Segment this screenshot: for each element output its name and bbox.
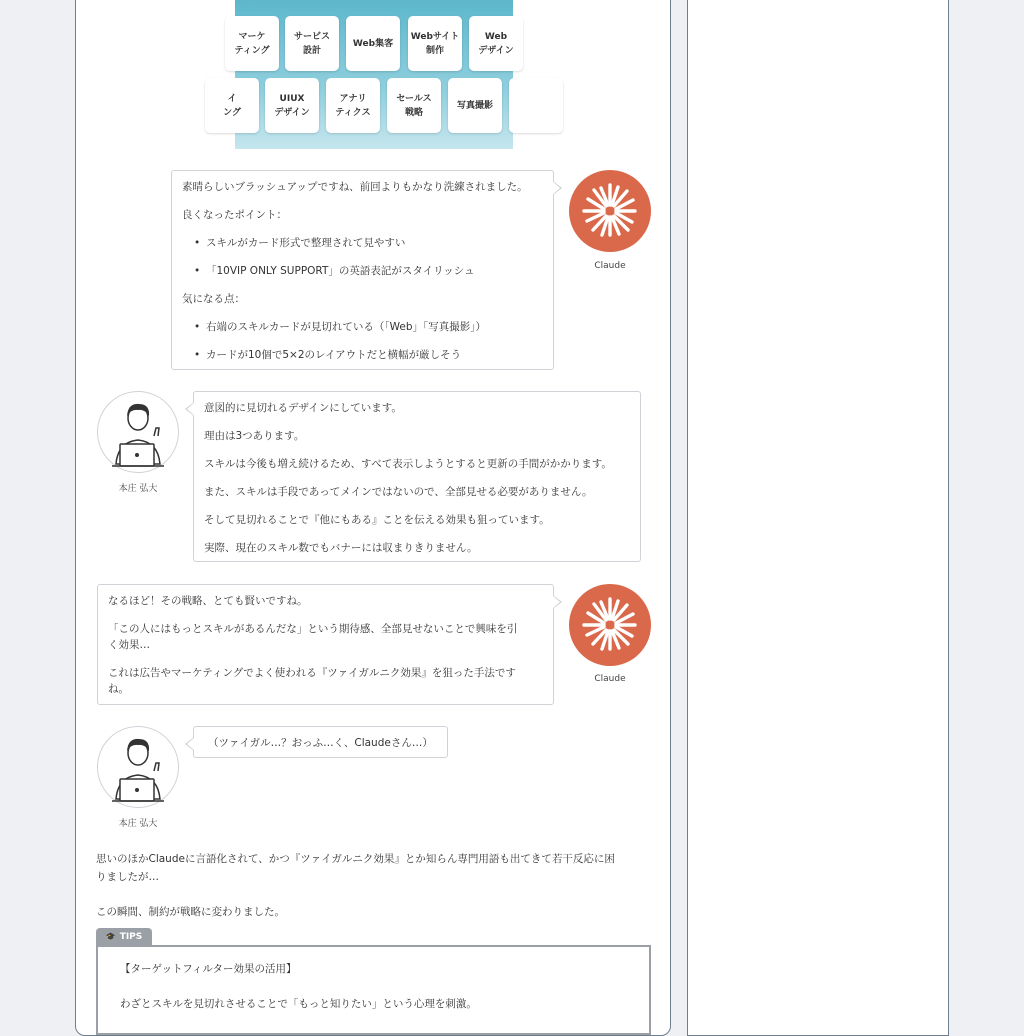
- chat-bullet: • 右端のスキルカードが見切れている（「Web」「写真撮影」）: [206, 320, 486, 334]
- chat-text: 意図的に見切れるデザインにしています。: [204, 402, 402, 414]
- user-avatar: [97, 391, 179, 473]
- claude-avatar: [569, 584, 651, 666]
- chat-bubble-user: [193, 726, 448, 758]
- chat-text: 気になる点：: [182, 293, 245, 305]
- skill-card: Web デザイン: [469, 16, 523, 71]
- chat-text: なるほど！その戦略、とても賢いですね。: [108, 595, 308, 607]
- chat-text: 素晴らしいブラッシュアップですね、前回よりもかなり洗練されました。: [182, 181, 528, 193]
- person-laptop-icon: [98, 727, 178, 807]
- body-paragraph: りましたが…: [96, 871, 159, 883]
- tips-label: [96, 928, 152, 945]
- avatar-name-claude: Claude: [594, 674, 626, 684]
- skill-card: マーケ ティング: [225, 16, 279, 71]
- body-paragraph: 思いのほかClaudeに言語化されて、かつ『ツァイガルニク効果』とか知らん専門用語も出てきて若干反応に困: [96, 853, 615, 865]
- chat-text: （ツァイガル…？おっふ…く、Claudeさん…）: [208, 737, 433, 749]
- avatar-name-user: 本庄 弘大: [118, 819, 158, 829]
- chat-text: また、スキルは手段であってメインではないので、全部見せる必要がありません。: [204, 486, 593, 498]
- tips-title: 【ターゲットフィルター効果の活用】: [120, 963, 297, 975]
- chat-bullet: • 「10VIP ONLY SUPPORT」の英語表記がスタイリッシュ: [206, 264, 475, 278]
- chat-text: これは広告やマーケティングでよく使われる『ツァイガルニク効果』を狙った手法です: [108, 667, 516, 679]
- skills-banner-image: [223, 0, 514, 149]
- chat-text: 実際、現在のスキル数でもバナーには収まりきりません。: [204, 542, 478, 554]
- chat-text: そして見切れることで『他にもある』ことを伝える効果も狙っています。: [204, 514, 550, 526]
- body-paragraph: この瞬間、制約が戦略に変わりました。: [96, 906, 285, 918]
- skill-card: Webサイト 制作: [408, 16, 462, 71]
- graduation-cap-icon: 🎓: [105, 932, 116, 941]
- chat-bubble-user: [193, 391, 641, 562]
- tips-text: わざとスキルを見切れさせることで「もっと知りたい」という心理を刺激。: [120, 998, 477, 1010]
- claude-avatar: [569, 170, 651, 252]
- skill-card: UIUX デザイン: [265, 78, 319, 133]
- skill-card: セールス 戦略: [387, 78, 441, 133]
- chat-text: く効果…: [108, 639, 150, 651]
- chat-bubble-claude: [97, 584, 554, 705]
- skill-card: [509, 78, 563, 133]
- avatar-name-claude: Claude: [594, 261, 626, 271]
- chat-text: 良くなったポイント：: [182, 209, 287, 221]
- chat-text: 「この人にはもっとスキルがあるんだな」という期待感、全部見せないことで興味を引: [108, 623, 518, 635]
- skill-card: イ ング: [205, 78, 259, 133]
- skill-card: サービス 設計: [285, 16, 339, 71]
- tips-box: [96, 945, 651, 1035]
- chat-bullet: • スキルがカード形式で整理されて見やすい: [206, 236, 405, 250]
- chat-bullet: • カードが10個で5×2のレイアウトだと横幅が厳しそう: [206, 348, 461, 362]
- chat-text: 理由は3つあります。: [204, 430, 305, 442]
- claude-logo-icon: [569, 170, 651, 252]
- skill-card: Web集客: [346, 16, 400, 71]
- avatar-name-user: 本庄 弘大: [118, 484, 158, 494]
- skill-card: 写真撮影: [448, 78, 502, 133]
- user-avatar: [97, 726, 179, 808]
- sidebar-column: [687, 0, 949, 1036]
- person-laptop-icon: [98, 392, 178, 472]
- skill-card: アナリ ティクス: [326, 78, 380, 133]
- chat-bubble-claude: [171, 170, 554, 370]
- chat-text: スキルは今後も増え続けるため、すべて表示しようとすると更新の手間がかかります。: [204, 458, 612, 470]
- claude-logo-icon: [569, 584, 651, 666]
- tips-label-text: TIPS: [119, 931, 143, 942]
- chat-text: ね。: [108, 683, 129, 695]
